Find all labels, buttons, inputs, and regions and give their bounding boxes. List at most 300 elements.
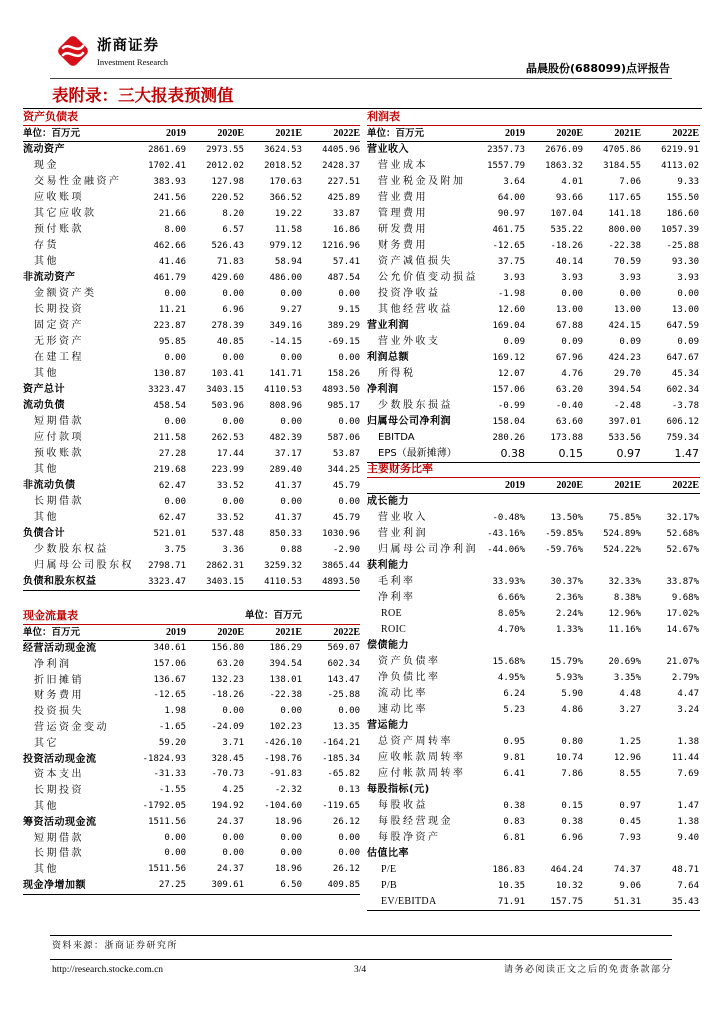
cell-value: 425.89 [327,193,360,203]
zheshang-securities-logo-icon [55,33,91,69]
cell-value: 2.24% [555,609,583,619]
financial-ratio-row [367,510,700,526]
cell-value: 2798.71 [148,561,186,571]
income-statement-row [367,158,700,174]
cell-value: 482.39 [269,433,302,443]
cell-value: -65.82 [327,769,360,780]
cell-value: 52.67% [666,545,699,555]
cell-value: 8.05% [497,609,525,619]
financial-ratio-row [367,590,700,606]
cell-value: 3.93 [561,273,583,283]
income-statement-row [367,366,700,382]
cell-value: 0.00 [222,706,244,717]
cell-value: 4110.53 [264,577,302,587]
unit-note: 单位：百万元 [245,610,303,621]
cell-value: 58.94 [274,257,302,267]
cell-value: 170.63 [269,177,302,187]
financial-ratio-row [367,846,700,862]
financial-ratio-row [367,558,700,574]
cell-value: 3865.44 [322,561,360,571]
cell-value: 157.06 [153,658,186,669]
row-label: 营运资金变动 [34,721,109,733]
cell-value: -12.65 [153,690,186,701]
row-label: 净利润 [34,658,72,670]
cell-value: -1.55 [158,785,186,796]
cell-value: 24.37 [216,816,244,827]
cell-value: 537.48 [211,529,244,539]
cell-value: 0.15 [561,801,583,811]
row-label: 营业收入 [367,144,409,155]
cell-value: 6219.91 [661,145,699,155]
cell-value: -2.90 [332,545,360,555]
cell-value: 67.88 [555,321,583,331]
cell-value: 63.20 [216,658,244,669]
cell-value: 2012.02 [206,161,244,171]
row-label: EBITDA [378,432,415,443]
cell-value: 394.54 [608,385,641,395]
cell-value: 3.93 [677,273,699,283]
cell-value: 9.15 [338,305,360,315]
cell-value: 0.97 [619,801,641,811]
cell-value: 18.96 [274,864,302,875]
cell-value: 1.25 [619,737,641,747]
row-label: 资本支出 [34,769,84,781]
cell-value: 71.83 [216,257,244,267]
row-label: 毛利率 [378,576,416,587]
cell-value: 4110.53 [264,385,302,395]
cell-value: 21.07% [666,657,699,667]
cell-value: 12.07 [497,369,525,379]
row-label: 预收账款 [34,448,84,459]
cell-value: 0.00 [222,832,244,843]
cell-value: -14.15 [269,337,302,347]
income-statement-row [367,238,700,254]
financial-ratio-row [367,766,700,782]
cell-value: 90.97 [497,209,525,219]
row-label: 长期投资 [34,785,84,797]
cell-value: 169.04 [492,321,525,331]
cell-value: 0.00 [222,353,244,363]
cell-value: 0.00 [619,289,641,299]
cash-flow-row [23,846,360,862]
income-statement-row [367,206,700,222]
cell-value: 40.85 [216,337,244,347]
cell-value: -198.76 [264,753,302,764]
cell-value: 280.26 [492,433,525,443]
row-label: 经营活动现金流 [23,643,97,654]
cell-value: 130.87 [153,369,186,379]
cell-value: 30.37% [550,577,583,587]
cell-value: 45.34 [671,369,699,379]
cell-value: 63.60 [555,417,583,427]
cell-value: 3323.47 [148,385,186,395]
cell-value: 40.14 [555,257,583,267]
balance-sheet-row [23,446,360,462]
balance-sheet-row [23,222,360,238]
row-label: 净负债比率 [378,672,441,683]
data-source-note: 资料来源：浙商证券研究所 [52,941,179,951]
cell-value: 241.56 [153,193,186,203]
row-label: P/E [381,864,397,875]
income-statement-row [367,222,700,238]
cell-value: 107.04 [550,209,583,219]
row-label: 非流动负债 [23,480,76,491]
balance-sheet-row [23,190,360,206]
cell-value: 4405.96 [322,145,360,155]
balance-sheet-row [23,286,360,302]
cell-value: 1.38 [677,737,699,747]
cell-value: 5.93% [555,673,583,683]
cell-value: 18.96 [274,816,302,827]
row-label: 公允价值变动损益 [378,272,478,283]
cell-value: 1.33% [555,625,583,635]
cell-value: 487.54 [327,273,360,283]
income-statement-row [367,190,700,206]
row-label: 折旧摊销 [34,674,84,686]
cell-value: 7.93 [619,833,641,843]
cell-value: 3323.47 [148,577,186,587]
cell-value: 9.40 [677,833,699,843]
cell-value: 51.31 [613,897,641,907]
cell-value: 8.00 [164,225,186,235]
cell-value: -1.65 [158,721,186,732]
cell-value: 9.68% [671,593,699,603]
cell-value: 0.88 [280,545,302,555]
income-statement-row [367,334,700,350]
cell-value: 1702.41 [148,161,186,171]
cell-value: 37.17 [274,449,302,459]
row-label: 归属母公司净利润 [378,544,478,555]
row-label: EPS（最新摊薄） [378,448,457,459]
cell-value: 62.47 [158,481,186,491]
row-label: 归属母公司股东权 [34,560,134,571]
row-label: 少数股东损益 [378,400,453,411]
cell-value: 14.67% [666,625,699,635]
cell-value: 503.96 [211,401,244,411]
cell-value: 102.23 [269,721,302,732]
row-label: 其他 [34,368,59,379]
cell-value: 35.43 [671,897,699,907]
unit-label: 单位：百万元 [23,627,81,638]
cell-value: 26.12 [332,864,360,875]
cash-flow-row [23,673,360,689]
cash-flow-row [23,720,360,736]
cell-value: 27.28 [158,449,186,459]
cell-value: 349.16 [269,321,302,331]
cell-value: 6.24 [503,689,525,699]
cell-value: 7.06 [619,177,641,187]
row-label: 营业外收支 [378,336,441,347]
cell-value: 3259.32 [264,561,302,571]
cell-value: 458.54 [153,401,186,411]
cell-value: 486.00 [269,273,302,283]
row-label: 营业利润 [367,320,409,331]
cell-value: 262.53 [211,433,244,443]
cell-value: 808.96 [269,401,302,411]
row-label: 预付账款 [34,224,84,235]
cell-value: 7.64 [677,881,699,891]
cell-value: 15.68% [492,657,525,667]
row-label: 管理费用 [378,208,428,219]
cell-value: 0.00 [222,497,244,507]
row-label: 其他 [34,864,59,876]
cell-value: -69.15 [327,337,360,347]
cell-value: -22.38 [269,690,302,701]
financial-ratio-row [367,750,700,766]
financial-ratio-row [367,686,700,702]
financial-ratio-row [367,622,700,638]
column-header: 2019 [505,480,525,491]
cell-value: 0.00 [280,706,302,717]
cell-value: 0.00 [222,289,244,299]
cell-value: 0.00 [338,417,360,427]
cell-value: 1.47 [677,801,699,811]
cell-value: -18.26 [211,690,244,701]
balance-sheet-row [23,478,360,494]
cell-value: 0.09 [677,337,699,347]
balance-sheet-row [23,302,360,318]
row-label: 每股净资产 [378,832,441,843]
cell-value: 138.01 [269,674,302,685]
row-label: 长期借款 [34,496,84,507]
cell-value: 5.90 [561,689,583,699]
cell-value: 0.83 [503,817,525,827]
income-statement-row [367,318,700,334]
balance-sheet-row [23,510,360,526]
cell-value: 0.00 [338,289,360,299]
cell-value: -185.34 [322,753,360,764]
income-statement-row [367,286,700,302]
cell-value: 800.00 [608,225,641,235]
cell-value: 32.17% [666,513,699,523]
cell-value: 117.65 [608,193,641,203]
cell-value: 17.02% [666,609,699,619]
cell-value: 0.97 [616,447,641,460]
cell-value: 602.34 [327,658,360,669]
cell-value: 3.64 [503,177,525,187]
cell-value: 9.33 [677,177,699,187]
cell-value: -0.99 [497,401,525,411]
balance-sheet-title: 资产负债表 [23,110,360,126]
cell-value: 4113.02 [661,161,699,171]
cell-value: 0.00 [677,289,699,299]
footer-disclaimer: 请务必阅读正文之后的免责条款部分 [503,965,672,975]
cell-value: 32.33% [608,577,641,587]
cell-value: 1511.56 [148,864,186,875]
cell-value: 464.24 [550,865,583,875]
row-label: 应收账项 [34,192,84,203]
cell-value: 1863.32 [545,161,583,171]
balance-sheet-table [23,110,360,591]
cell-value: 141.71 [269,369,302,379]
balance-sheet-row [23,526,360,542]
row-label: 金额资产类 [34,288,97,299]
cell-value: 2357.73 [487,145,525,155]
unit-label: 单位：百万元 [23,128,81,139]
cell-value: 0.00 [222,848,244,859]
cell-value: 389.29 [327,321,360,331]
cell-value: 9.27 [280,305,302,315]
cell-value: 424.15 [608,321,641,331]
cell-value: 6.50 [280,879,302,890]
cell-value: 93.66 [555,193,583,203]
cell-value: 0.00 [222,417,244,427]
cell-value: 0.00 [338,353,360,363]
cell-value: 12.60 [497,305,525,315]
cell-value: -70.73 [211,769,244,780]
unit-label: 单位：百万元 [367,128,425,139]
column-header: 2020E [556,128,583,139]
brand-subtitle: Investment Research [97,57,169,67]
row-label: 负债和股东权益 [23,576,97,587]
financial-ratio-row [367,878,700,894]
cell-value: 606.12 [666,417,699,427]
cell-value: 533.56 [608,433,641,443]
cash-flow-row [23,736,360,752]
income-statement-table [367,110,700,463]
cell-value: 220.52 [211,193,244,203]
cell-value: 5.23 [503,705,525,715]
column-header: 2019 [166,627,186,638]
cell-value: 4893.50 [322,577,360,587]
cell-value: -164.21 [322,737,360,748]
cash-flow-row [23,688,360,704]
cell-value: 158.04 [492,417,525,427]
balance-sheet-row [23,142,360,158]
cell-value: -31.33 [153,769,186,780]
row-label: 利润总额 [367,352,409,363]
cell-value: 328.45 [211,753,244,764]
cell-value: 6.81 [503,833,525,843]
cell-value: 186.29 [269,643,302,653]
row-label: EV/EBITDA [381,896,437,907]
cell-value: 524.22% [603,545,641,555]
row-label: 其它应收款 [34,208,97,219]
cell-value: 33.93% [492,577,525,587]
cell-value: -3.78 [671,401,699,411]
cell-value: 11.44 [671,753,699,763]
cell-value: 136.67 [153,674,186,685]
row-label: 净利率 [378,592,416,603]
balance-sheet-row [23,382,360,398]
cell-value: 0.00 [164,848,186,859]
row-label: 其他 [34,512,59,523]
cell-value: 0.09 [561,337,583,347]
cell-value: 48.71 [671,865,699,875]
cell-value: 3.27 [619,705,641,715]
balance-sheet-row [23,174,360,190]
financial-ratio-row [367,702,700,718]
row-label: 其它 [34,737,59,749]
cell-value: 57.41 [332,257,360,267]
cell-value: 8.38% [613,593,641,603]
column-header: 2019 [505,128,525,139]
cell-value: 0.00 [164,289,186,299]
financial-ratio-row [367,862,700,878]
cell-value: 4.76 [561,369,583,379]
cell-value: 1511.56 [148,816,186,827]
income-statement-rows [367,142,700,463]
column-header: 2020E [556,480,583,491]
cell-value: 0.45 [619,817,641,827]
cell-value: 3403.15 [206,577,244,587]
cell-value: 524.89% [603,529,641,539]
cell-value: 850.33 [269,529,302,539]
row-label: 负债合计 [23,528,65,539]
balance-sheet-row [23,558,360,574]
cell-value: 6.41 [503,769,525,779]
column-header: 2019 [166,128,186,139]
row-label: 净利润 [367,384,399,395]
cell-value: 13.00 [555,305,583,315]
balance-sheet-row [23,206,360,222]
cell-value: 569.07 [327,643,360,653]
column-header: 2020E [217,128,244,139]
cell-value: 33.52 [216,481,244,491]
row-label: 营业税金及附加 [378,176,466,187]
row-label: 其他 [34,464,59,475]
cell-value: 4.25 [222,785,244,796]
cell-value: -0.48% [492,513,525,523]
financial-ratio-row [367,670,700,686]
cell-value: 143.47 [327,674,360,685]
column-header: 2022E [672,128,699,139]
cell-value: 394.54 [269,658,302,669]
cell-value: 15.79% [550,657,583,667]
financial-ratio-row [367,574,700,590]
cell-value: 157.75 [550,897,583,907]
cell-value: 0.00 [338,497,360,507]
cell-value: 0.00 [280,417,302,427]
cell-value: -1792.05 [142,800,186,811]
balance-sheet-row [23,430,360,446]
cell-value: 227.51 [327,177,360,187]
cell-value: -12.65 [492,241,525,251]
cell-value: 29.70 [613,369,641,379]
cell-value: 7.86 [561,769,583,779]
row-label: 成长能力 [367,496,409,507]
row-label: 营业利润 [378,528,428,539]
balance-sheet-row [23,334,360,350]
cell-value: 63.20 [555,385,583,395]
cell-value: -1.98 [497,289,525,299]
cell-value: -22.38 [608,241,641,251]
balance-sheet-row [23,398,360,414]
page-number: 3/4 [354,965,367,975]
cell-value: 156.80 [211,643,244,653]
cell-value: 11.16% [608,625,641,635]
row-label: 投资活动现金流 [23,753,97,765]
cell-value: 19.22 [274,209,302,219]
balance-sheet-header-row [23,126,360,142]
column-header: 2022E [333,128,360,139]
cash-flow-row [23,752,360,768]
cell-value: -2.48 [613,401,641,411]
cell-value: 3.93 [619,273,641,283]
title-rule [23,108,702,109]
cell-value: 289.40 [269,465,302,475]
cell-value: 2676.09 [545,145,583,155]
cell-value: 397.01 [608,417,641,427]
row-label: 筹资活动现金流 [23,816,97,828]
row-label: 每股收益 [378,800,428,811]
income-statement-row [367,382,700,398]
row-label: 应收帐款周转率 [378,752,466,763]
cell-value: 16.86 [332,225,360,235]
column-header: 2021E [275,128,302,139]
cell-value: 0.00 [561,289,583,299]
balance-sheet-row [23,350,360,366]
